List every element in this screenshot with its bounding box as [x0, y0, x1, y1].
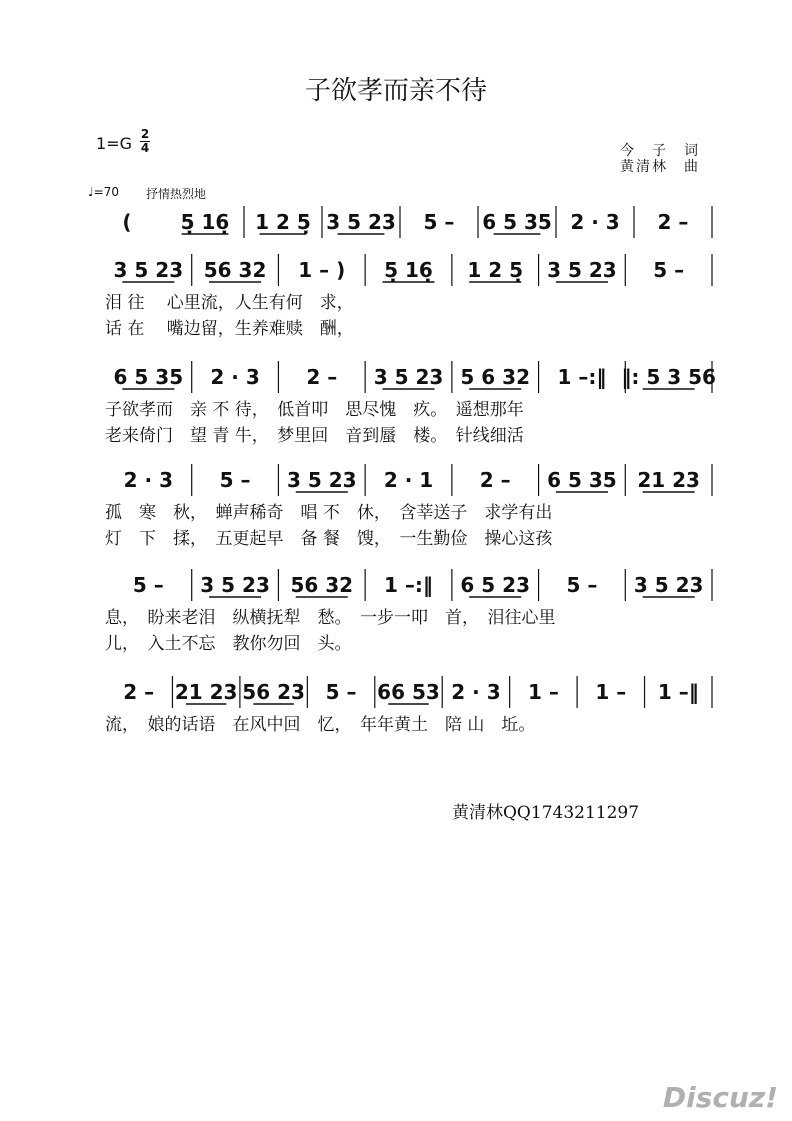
note-group: 5 – — [219, 468, 251, 492]
note-group: 1 2 5̣ — [255, 210, 311, 234]
lyric-line: 儿， 入土不忘 教你勿回 头。 — [105, 634, 352, 654]
note-group: 5 – — [653, 258, 685, 282]
lyric-line: 息， 盼来老泪 纵横抚犁 愁。 一步一叩 首， 泪往心里 — [105, 608, 556, 628]
lyric-line: 孤 寒 秋， 蝉声稀奇 唱 不 休， 含莘送子 求学有出 — [105, 503, 553, 523]
lyric-line: 话 在 嘴边留，生养难赎 酬， — [105, 319, 354, 339]
note-group: 5 – — [566, 573, 598, 597]
note-group: 2 · 3 — [123, 468, 174, 492]
watermark: Discuz! — [662, 1081, 778, 1114]
key-signature: 1=G — [96, 134, 132, 153]
note-group: ‖: 5 3 56 — [621, 365, 716, 389]
note-group: 5 – — [132, 573, 164, 597]
note-group: 66 53 — [377, 680, 440, 704]
note-group: 6 5 23 — [460, 573, 531, 597]
lyric-line: 子欲孝而 亲 不 待， 低首叩 思尽愧 疚。 遥想那年 — [105, 400, 524, 420]
note-group: 3 5 23 — [547, 258, 617, 282]
lyricist-credit: 今 子 词 — [620, 143, 700, 159]
note-group: 1 –:‖ — [384, 573, 433, 597]
note-group: 21 23 — [174, 680, 238, 704]
note-group: 2 – — [123, 680, 155, 704]
note-group: 2 – — [306, 365, 338, 389]
note-group: 6 5 35 — [482, 210, 552, 234]
note-group: 3 5 23 — [200, 573, 270, 597]
note-group: 3 5 23 — [326, 210, 396, 234]
note-group: 56 32 — [290, 573, 354, 597]
lyric-line: 老来倚门 望 青 牛， 梦里回 音到蜃 楼。 针线细活 — [105, 426, 524, 446]
note-group: 1 – ) — [298, 258, 346, 282]
composer-credit: 黄清林 曲 — [620, 159, 700, 175]
note-group: 2 · 3 — [570, 210, 620, 234]
note-group: 1 – — [527, 680, 559, 704]
note-group: 21 23 — [637, 468, 700, 492]
note-group: 2 · 1 — [383, 468, 434, 492]
note-group: 1 2 5̣ — [467, 258, 524, 282]
time-signature-bottom: 4 — [140, 141, 150, 155]
expression-marking: 抒情热烈地 — [146, 187, 207, 201]
note-group: 1 –‖ — [657, 680, 699, 704]
note-group: 6 5 35 — [547, 468, 617, 492]
note-group: 2 · 3 — [451, 680, 501, 704]
note-group: 56 32 — [203, 258, 267, 282]
tempo-marking: ♩=70 — [88, 185, 119, 199]
lyric-line: 灯 下 揉， 五更起早 备 餐 馊， 一生勤俭 操心这孩 — [105, 529, 553, 549]
note-group: ( — [122, 210, 132, 234]
note-group: 3 5 23 — [113, 258, 184, 282]
note-group: 1 –:‖ — [557, 365, 607, 389]
time-signature-top: 2 — [140, 127, 150, 141]
note-group: 3 5 23 — [286, 468, 357, 492]
note-group: 2 – — [657, 210, 689, 234]
lyric-line: 泪 往 心里流，人生有何 求， — [105, 293, 354, 313]
note-group: 6 5 35 — [113, 365, 184, 389]
lyric-line: 流， 娘的话语 在风中回 忆， 年年黄土 陪 山 坵。 — [105, 715, 536, 735]
note-group: 5 – — [423, 210, 455, 234]
note-group: 3 5 23 — [373, 365, 444, 389]
note-group: 5 6 32 — [460, 365, 531, 389]
note-group: 5̣ 16̣ — [384, 258, 433, 282]
signature: 黄清林QQ1743211297 — [452, 803, 640, 823]
note-group: 5̣ 16̣ — [180, 210, 230, 234]
note-group: 1 – — [595, 680, 627, 704]
note-group: 2 · 3 — [210, 365, 260, 389]
note-group: 5 – — [325, 680, 357, 704]
note-group: 3 5 23 — [633, 573, 704, 597]
note-group: 56 23 — [242, 680, 305, 704]
note-group: 2 – — [479, 468, 511, 492]
song-title: 子欲孝而亲不待 — [304, 76, 487, 106]
